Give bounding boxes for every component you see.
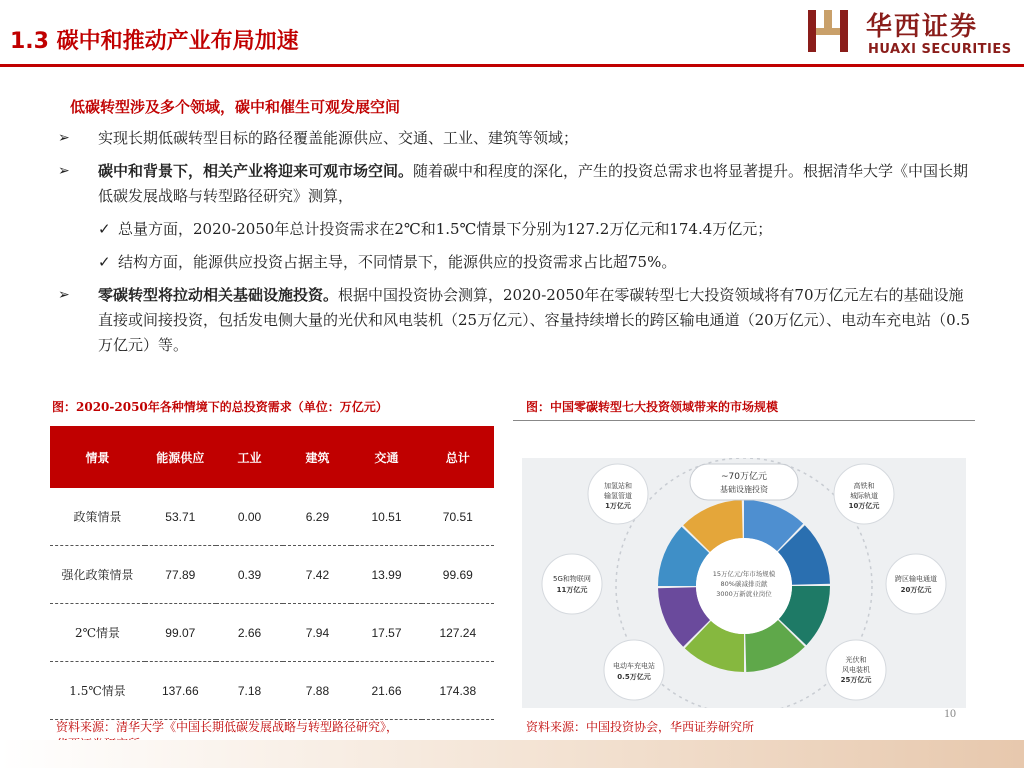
section-subheading: 低碳转型涉及多个领域，碳中和催生可观发展空间 [70,98,401,116]
svg-text:1万亿元: 1万亿元 [605,502,631,510]
investment-table [50,426,494,720]
table-cell: 174.38 [422,662,494,720]
table-header-cell: 交通 [351,426,421,488]
ring-center-line: 15万亿元/年市场规模 [712,570,776,578]
node-charging [604,640,664,700]
bullet-list [58,126,978,366]
node-rail [834,464,894,524]
table-header-row [50,426,494,488]
total-label: ~70万亿元 [721,472,767,482]
source-left-line1: 资料来源：清华大学《中国长期低碳发展战略与转型路径研究》， [56,720,399,734]
table-cell: 13.99 [351,546,421,604]
table-cell: 10.51 [351,488,421,546]
sub-bullet-text: 结构方面，能源供应投资占据主导，不同情景下，能源供应的投资需求占比超75%。 [118,253,677,271]
arrow-bullet-icon: ➢ [58,163,70,179]
logo-name-cn: 华西证券 [866,12,979,42]
table-header-cell: 能源供应 [145,426,215,488]
logo-name-en: HUAXI SECURITIES [868,42,1012,57]
table-cell: 2℃情景 [50,604,145,662]
source-right: 资料来源：中国投资协会，华西证券研究所 [526,720,755,734]
sub-bullet-item [58,217,978,242]
svg-text:10万亿元: 10万亿元 [848,502,880,510]
ring-center-line: 3000万新就业岗位 [716,590,772,598]
table-row [50,546,494,604]
sub-bullet-text: 总量方面，2020-2050年总计投资需求在2℃和1.5℃情景下分别为127.2万亿元和174.4万亿元； [118,220,773,238]
total-label-bubble [690,464,798,500]
svg-text:0.5万亿元: 0.5万亿元 [617,673,651,681]
table-cell: 强化政策情景 [50,546,145,604]
table-cell: 53.71 [145,488,215,546]
table-header-cell: 总计 [422,426,494,488]
check-icon: ✓ [98,253,111,271]
bullet-text: 实现长期低碳转型目标的路径覆盖能源供应、交通、工业、建筑等领域； [98,129,579,147]
node-solar-wind [826,640,886,700]
svg-text:电动车充电站: 电动车充电站 [613,662,655,670]
svg-text:25万亿元: 25万亿元 [840,676,872,684]
page-number: 10 [944,706,956,720]
table-cell: 70.51 [422,488,494,546]
sub-bullet-item [58,250,978,275]
infrastructure-infographic [522,458,966,708]
bullet-item [58,126,978,151]
svg-text:5G和物联网: 5G和物联网 [553,575,591,583]
node-5g [542,554,602,614]
bullet-text: 随着碳中和程度的深化，产生的投资总需求也将显著提升。根据清华大学《中国长期低碳发展战略与转型路径研究》测算， [98,162,969,205]
svg-text:光伏和: 光伏和 [845,656,867,664]
right-figure-caption: 图：中国零碳转型七大投资领域带来的市场规模 [526,400,779,414]
total-sublabel: 基础设施投资 [720,485,768,494]
ring-center-line: 80%碳减排贡献 [720,580,768,588]
table-cell: 7.18 [216,662,284,720]
arrow-bullet-icon: ➢ [58,130,70,146]
table-row [50,604,494,662]
table-cell: 7.42 [283,546,351,604]
check-icon: ✓ [98,220,111,238]
page-title: 1.3 碳中和推动产业布局加速 [10,29,299,54]
table-cell: 99.69 [422,546,494,604]
arrow-bullet-icon: ➢ [58,287,70,303]
header-divider [0,64,1024,67]
table-cell: 6.29 [283,488,351,546]
left-figure-caption: 图：2020-2050年各种情境下的总投资需求（单位：万亿元） [52,400,388,414]
bullet-bold-text: 零碳转型将拉动相关基础设施投资。 [98,286,339,304]
table-cell: 77.89 [145,546,215,604]
svg-text:输氢管道: 输氢管道 [604,492,632,500]
table-cell: 99.07 [145,604,215,662]
footer-gradient [0,740,1024,768]
table-cell: 1.5℃情景 [50,662,145,720]
svg-text:20万亿元: 20万亿元 [900,586,932,594]
table-cell: 0.00 [216,488,284,546]
table-cell: 127.24 [422,604,494,662]
svg-text:11万亿元: 11万亿元 [556,586,588,594]
table-cell: 21.66 [351,662,421,720]
svg-text:跨区输电通道: 跨区输电通道 [895,575,937,583]
table-cell: 政策情景 [50,488,145,546]
table-cell: 0.39 [216,546,284,604]
svg-text:加氢站和: 加氢站和 [604,482,632,490]
svg-text:高铁和: 高铁和 [853,482,875,490]
table-header-cell: 建筑 [283,426,351,488]
logo-mark-icon [806,6,854,56]
node-transmission [886,554,946,614]
node-hydrogen [588,464,648,524]
bullet-text: 根据中国投资协会测算，2020-2050年在零碳转型七大投资领域将有70万亿元左右的基础设施直接或间接投资，包括发电侧大量的光伏和风电装机（25万亿元）、容量持续增长的跨区输电通道（20万亿元）、电动车充电站（0.5万亿元）等。 [98,286,971,354]
bullet-item [58,159,978,209]
table-cell: 7.88 [283,662,351,720]
table-header-cell: 工业 [216,426,284,488]
table-cell: 17.57 [351,604,421,662]
table-cell: 137.66 [145,662,215,720]
table-row [50,662,494,720]
table-cell: 7.94 [283,604,351,662]
bullet-bold-text: 碳中和背景下，相关产业将迎来可观市场空间。 [98,162,414,180]
svg-text:风电装机: 风电装机 [842,666,870,674]
table-row [50,488,494,546]
caption-divider [513,420,975,421]
bullet-item [58,283,978,358]
table-header-cell: 情景 [50,426,145,488]
table-cell: 2.66 [216,604,284,662]
svg-text:城际轨道: 城际轨道 [850,492,878,500]
